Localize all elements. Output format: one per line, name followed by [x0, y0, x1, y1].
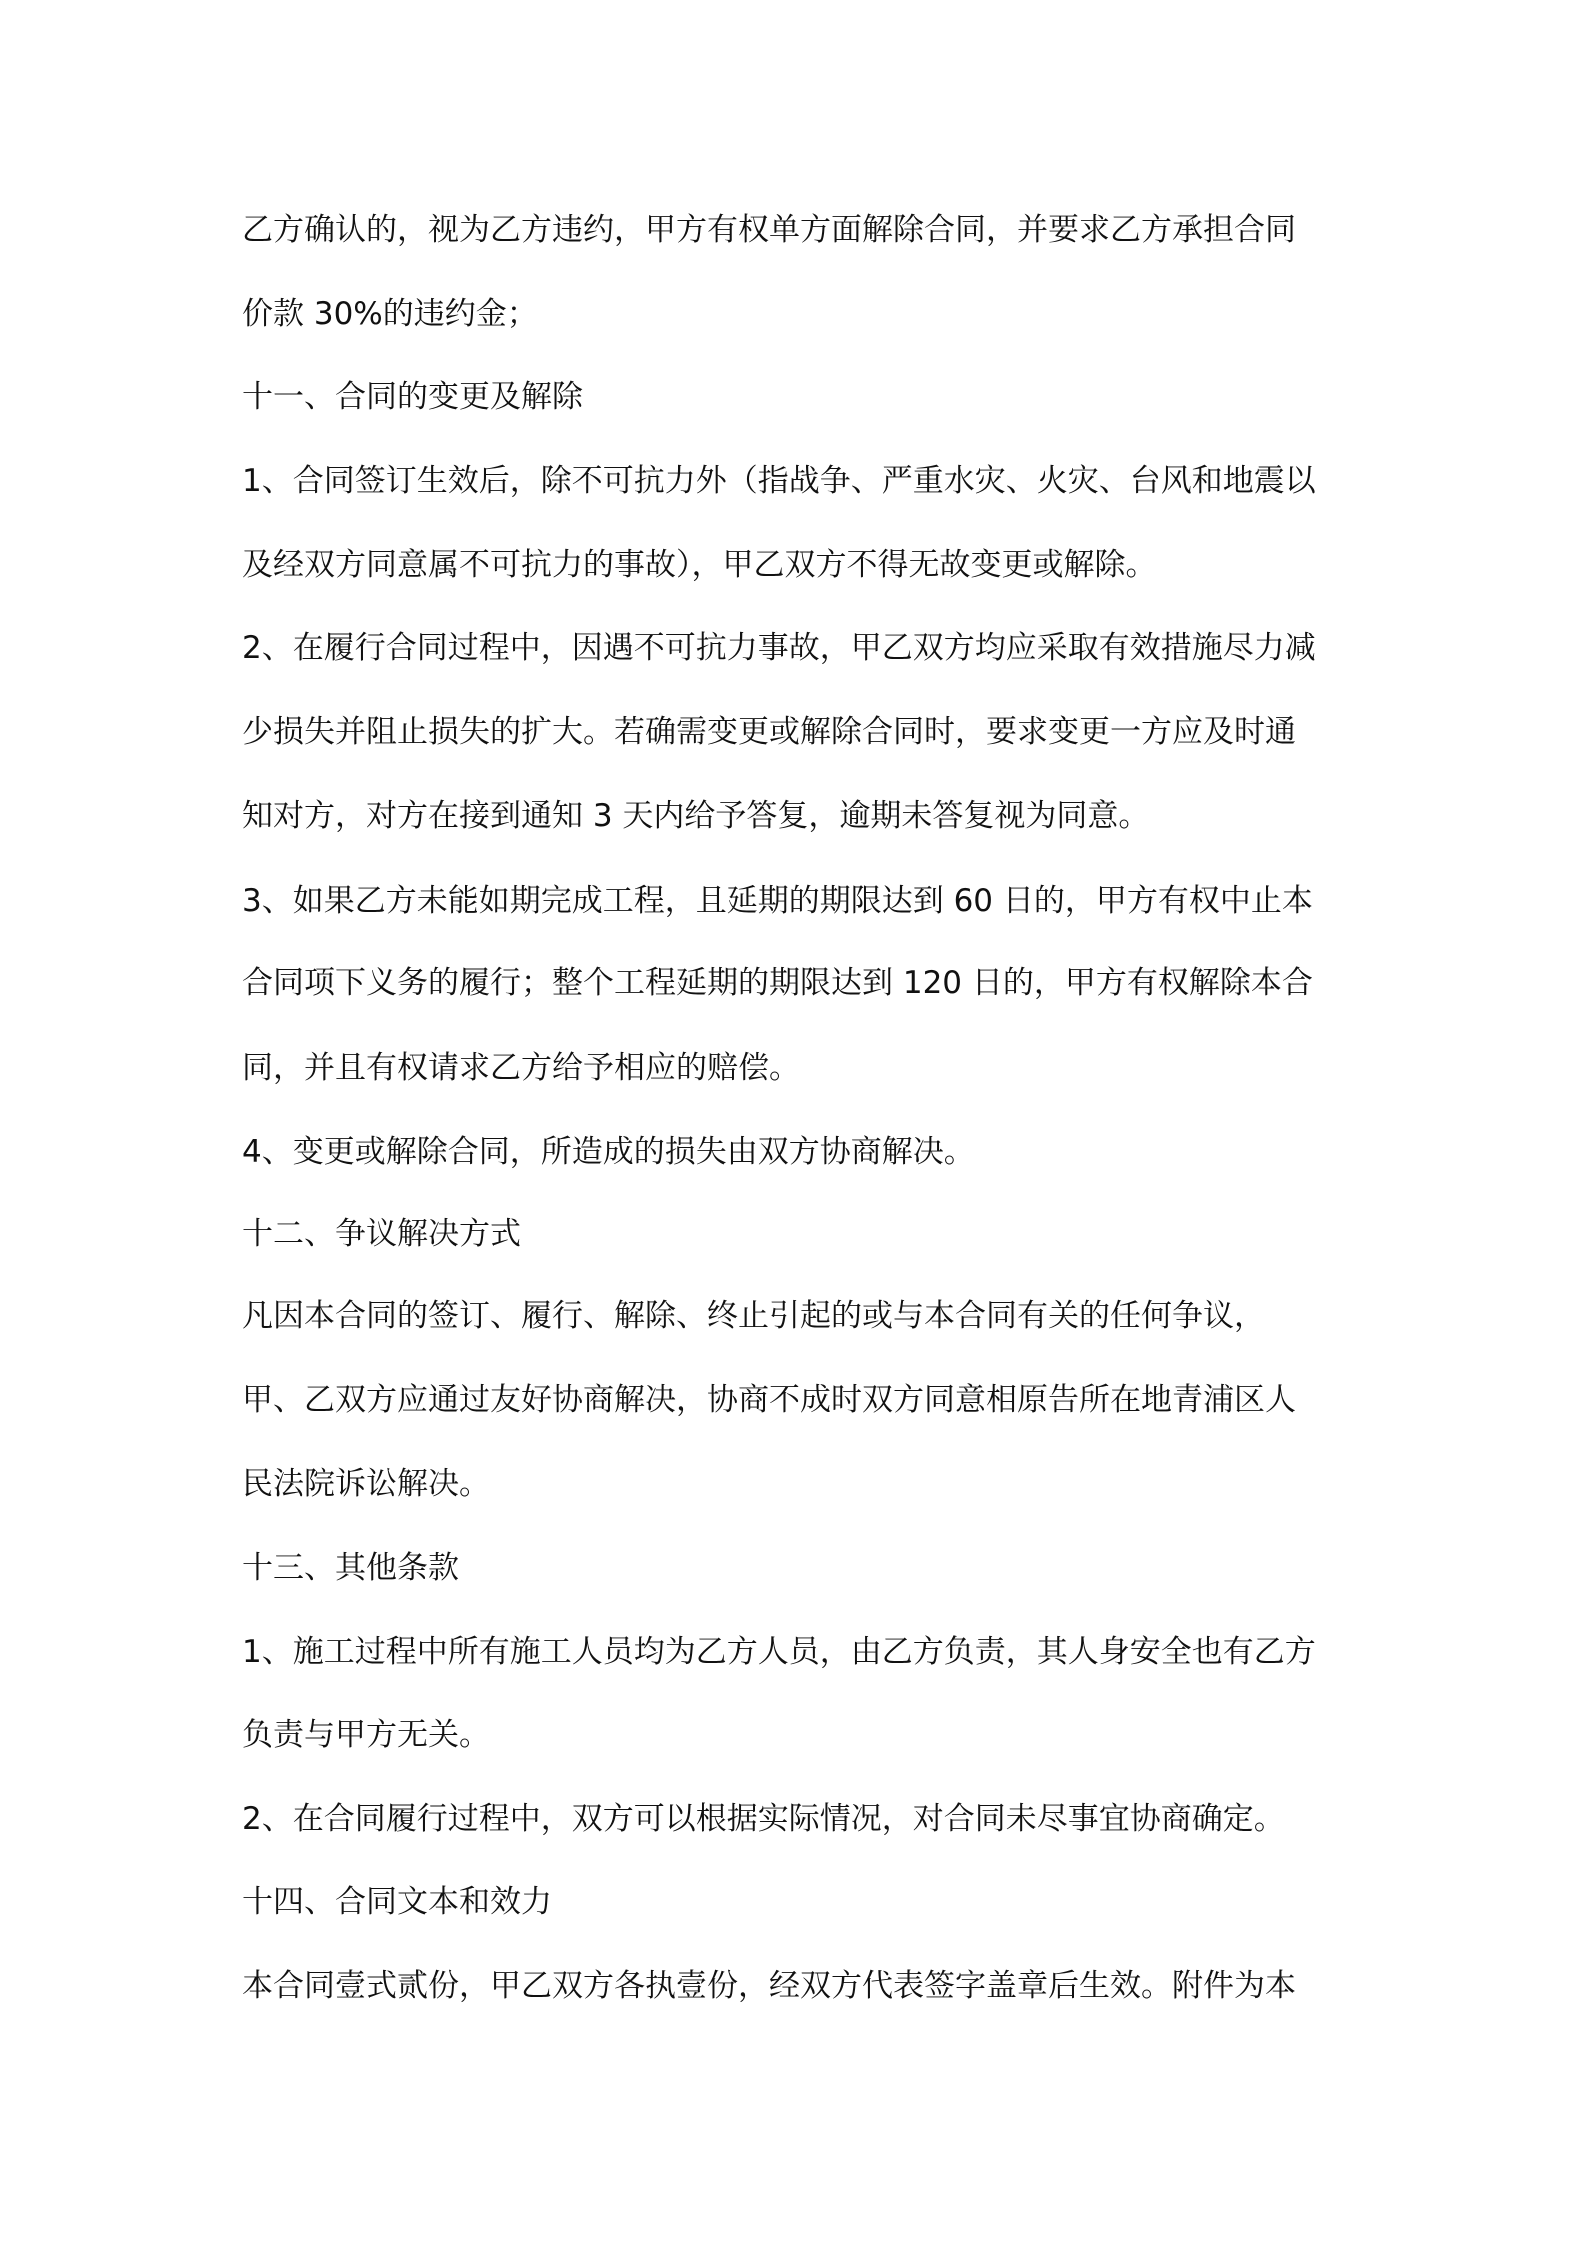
text-line: 知对方，对方在接到通知 3 天内给予答复，逾期未答复视为同意。 — [242, 798, 1150, 834]
text-line: 2、在履行合同过程中，因遇不可抗力事故，甲乙双方均应采取有效措施尽力减 — [242, 630, 1316, 666]
section-heading: 十二、争议解决方式 — [242, 1216, 521, 1252]
text-line: 及经双方同意属不可抗力的事故），甲乙双方不得无故变更或解除。 — [242, 547, 1157, 583]
text-line: 乙方确认的，视为乙方违约，甲方有权单方面解除合同，并要求乙方承担合同 — [242, 212, 1296, 248]
text-line: 1、施工过程中所有施工人员均为乙方人员，由乙方负责，其人身安全也有乙方 — [242, 1634, 1316, 1670]
text-line: 负责与甲方无关。 — [242, 1717, 490, 1753]
section-heading: 十四、合同文本和效力 — [242, 1884, 552, 1920]
text-line: 3、如果乙方未能如期完成工程，且延期的期限达到 60 日的，甲方有权中止本 — [242, 883, 1313, 919]
section-heading: 十三、其他条款 — [242, 1550, 459, 1586]
text-line: 甲、乙双方应通过友好协商解决，协商不成时双方同意相原告所在地青浦区人 — [242, 1382, 1296, 1418]
text-line: 本合同壹式贰份，甲乙双方各执壹份，经双方代表签字盖章后生效。附件为本 — [242, 1968, 1296, 2004]
section-heading: 十一、合同的变更及解除 — [242, 379, 583, 415]
text-line: 民法院诉讼解决。 — [242, 1466, 490, 1502]
text-line: 凡因本合同的签订、履行、解除、终止引起的或与本合同有关的任何争议， — [242, 1298, 1265, 1334]
text-line: 少损失并阻止损失的扩大。若确需变更或解除合同时，要求变更一方应及时通 — [242, 714, 1296, 750]
text-line: 同，并且有权请求乙方给予相应的赔偿。 — [242, 1050, 800, 1086]
text-line: 2、在合同履行过程中，双方可以根据实际情况，对合同未尽事宜协商确定。 — [242, 1801, 1285, 1837]
text-line: 价款 30%的违约金； — [242, 296, 538, 332]
text-line: 4、变更或解除合同，所造成的损失由双方协商解决。 — [242, 1134, 975, 1170]
text-line: 合同项下义务的履行；整个工程延期的期限达到 120 日的，甲方有权解除本合 — [242, 965, 1313, 1001]
text-line: 1、合同签订生效后，除不可抗力外（指战争、严重水灾、火灾、台风和地震以 — [242, 463, 1316, 499]
